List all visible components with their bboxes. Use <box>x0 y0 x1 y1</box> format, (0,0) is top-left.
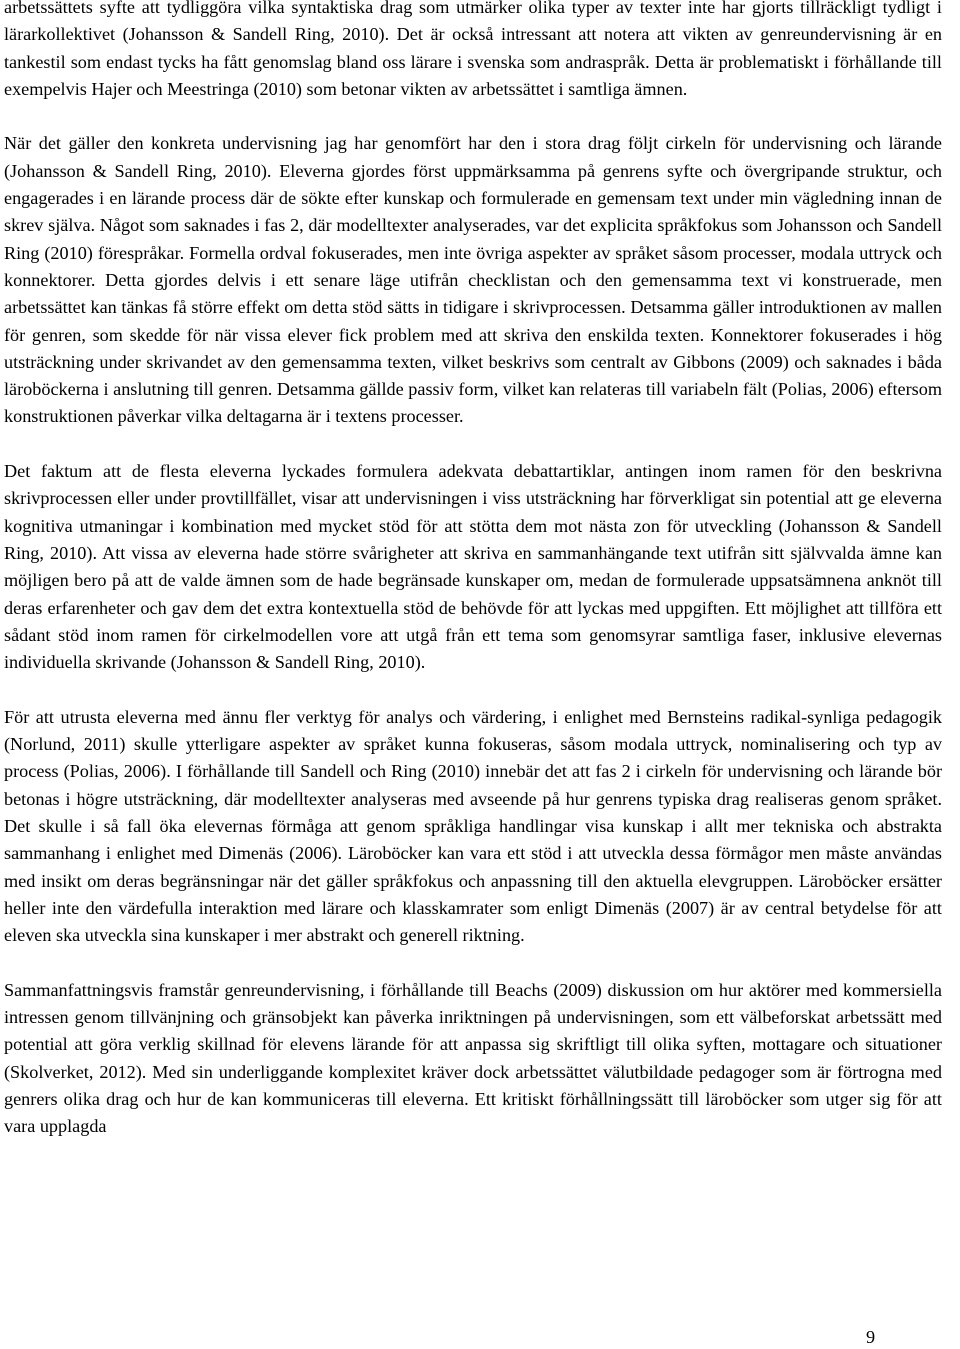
paragraph: För att utrusta eleverna med ännu fler verktyg för analys och värdering, i enlighet med Bernsteins radikal-synliga pedagogik (Norlund, 2011) skulle ytterligare aspekter av språket kunna fokuseras, såsom modala uttryck, nominalisering och typ av process (Polias, 2006). I förhållande till Sandell och Ring (2010) innebär det att fas 2 i cirkeln för undervisning och lärande bör betonas i högre utsträckning, där modelltexter analyseras med avseende på hur genrens typiska drag realiseras genom språket. Det skulle i så fall öka elevernas förmåga att genom språkliga handlingar visa kunskap i allt mer tekniska och abstrakta sammanhang i enlighet med Dimenäs (2006). Läroböcker kan vara ett stöd i att utveckla dessa förmågor men måste användas med insikt om deras begränsningar när det gäller språkfokus och anpassning till den aktuella elevgruppen. Läroböcker ersätter heller inte den värdefulla interaktion med lärare och klasskamrater som enligt Dimenäs (2007) är av central betydelse för att eleven ska utveckla sina kunskaper i mer abstrakt och generell riktning. <box>4 706 942 946</box>
paragraph: Sammanfattningsvis framstår genreundervisning, i förhållande till Beachs (2009) diskussion om hur aktörer med kommersiella intressen genom tillvänjning och gränsobjekt kan påverka inriktningen på undervisningen, som ett välbeforskat arbetssätt med potential att göra verklig skillnad för elevens lärande för att anpassa sig skriftligt till olika syften, mottagare och situationer (Skolverket, 2012). Med sin underliggande komplexitet kräver dock arbetssättet välutbildade pedagoger som är förtrogna med genrers olika drag och hur de kan kommuniceras till eleverna. Ett kritiskt förhållningssätt till läroböcker som utger sig för att vara upplagda <box>4 979 942 1137</box>
document-body <box>4 0 942 1140</box>
paragraph: Det faktum att de flesta eleverna lyckades formulera adekvata debattartiklar, antingen inom ramen för den beskrivna skrivprocessen eller under provtillfället, visar att undervisningen i viss utsträckning har förverkligat sin potential att ge eleverna kognitiva utmaningar i kombination med mycket stöd för att stötta dem mot nästa zon för utveckling (Johansson & Sandell Ring, 2010). Att vissa av eleverna hade större svårigheter att skriva en sammanhängande text utifrån sitt självvalda ämne kan möjligen bero på att de valde ämnen som de hade begränsade kunskaper om, medan de formulerade uppsatsämnena anknöt till deras erfarenheter och gav dem det extra kontextuella stöd de behövde för att lyckas med uppgiften. Ett möjlighet att tillföra ett sådant stöd inom ramen för cirkelmodellen vore att utgå från ett tema som genomsyrar samtliga faser, inklusive elevernas individuella skrivande (Johansson & Sandell Ring, 2010). <box>4 461 942 673</box>
page-number: 9 <box>866 1327 876 1347</box>
paragraph: När det gäller den konkreta undervisning jag har genomfört har den i stora drag följt cirkeln för undervisning och lärande (Johansson & Sandell Ring, 2010). Eleverna gjordes först uppmärksamma på genrens syfte och övergripande struktur, och engagerades i en lärande process där de sökte efter kunskap och formulerade en gemensam text under min vägledning innan de skrev själva. Något som saknades i fas 2, där modelltexter analyserades, var det explicita språkfokus som Johansson och Sandell Ring (2010) förespråkar. Formella ordval fokuserades, men inte övriga aspekter av språket såsom processer, modala uttryck och konnektorer. Detta gjordes delvis i ett senare läge utifrån checklistan och den gemensamma text vi konstruerade, men arbetssättet kan tänkas få större effekt om detta stöd sätts in tidigare i skrivprocessen. Detsamma gäller introduktionen av mallen för genren, som skedde för när vissa elever fick problem med att skriva den enskilda texten. Konnektorer fokuserades i hög utsträckning under skrivandet av den gemensamma texten, vilket beskrivs som centralt av Gibbons (2009) och saknades i båda läroböckerna i anslutning till genren. Detsamma gällde passiv form, vilket kan relateras till variabeln fält (Polias, 2006) eftersom konstruktionen påverkar vilka deltagarna är i textens processer. <box>4 133 942 427</box>
paragraph: arbetssättets syfte att tydliggöra vilka syntaktiska drag som utmärker olika typer av texter inte har gjorts tillräckligt tydligt i lärarkollektivet (Johansson & Sandell Ring, 2010). Det är också intressant att notera att vikten av genreundervisning är en tankestil som endast tycks ha fått genomslag bland oss lärare i svenska som andraspråk. Detta är problematiskt i förhållande till exempelvis Hajer och Meestringa (2010) som betonar vikten av arbetssättet i samtliga ämnen. <box>4 0 942 99</box>
